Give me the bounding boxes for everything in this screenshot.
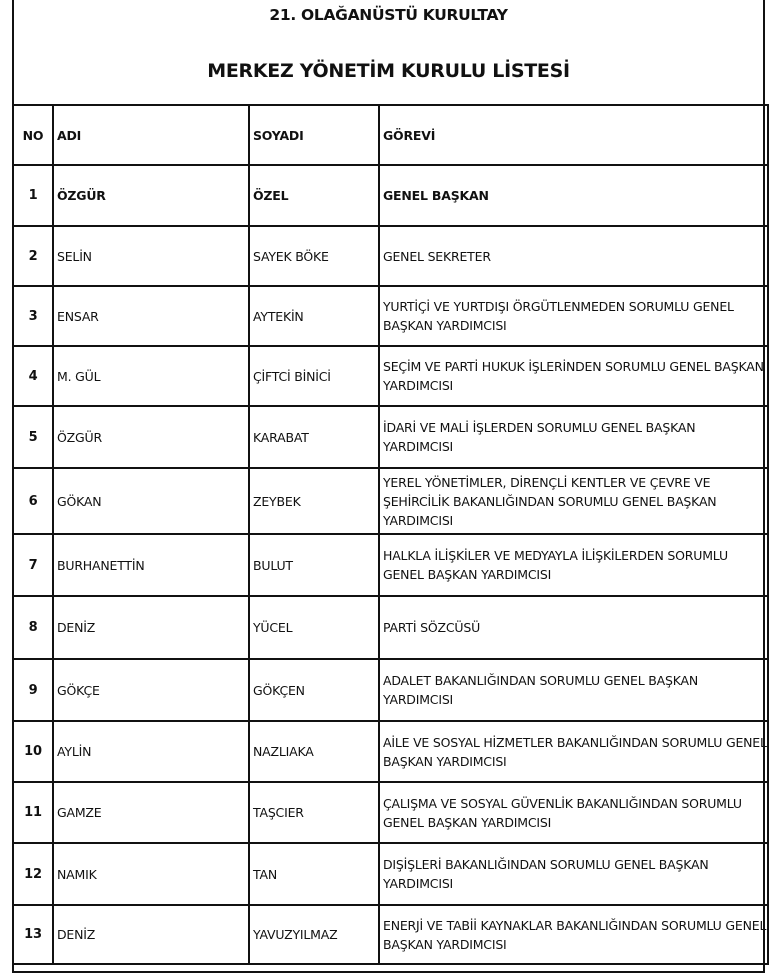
cell-soyadi: ZEYBEK — [249, 468, 379, 534]
cell-gorevi: ÇALIŞMA VE SOSYAL GÜVENLİK BAKANLIĞINDAN SORUMLU GENEL BAŞKAN YARDIMCISI — [379, 782, 768, 843]
cell-no: 7 — [13, 534, 53, 596]
table-header-row — [13, 105, 768, 165]
board-members-table — [12, 104, 769, 965]
cell-soyadi: YAVUZYILMAZ — [249, 905, 379, 964]
cell-gorevi: GENEL BAŞKAN — [379, 165, 768, 226]
cell-adi: ÖZGÜR — [53, 406, 249, 468]
cell-gorevi: SEÇİM VE PARTİ HUKUK İŞLERİNDEN SORUMLU GENEL BAŞKAN YARDIMCISI — [379, 346, 768, 406]
table-row — [13, 721, 768, 782]
table-row — [13, 468, 768, 534]
header-soyadi: SOYADI — [249, 105, 379, 165]
cell-no: 1 — [13, 165, 53, 226]
cell-adi: GÖKAN — [53, 468, 249, 534]
cell-adi: ÖZGÜR — [53, 165, 249, 226]
cell-no: 6 — [13, 468, 53, 534]
header-no: NO — [13, 105, 53, 165]
title-block — [14, 0, 763, 105]
cell-no: 13 — [13, 905, 53, 964]
cell-adi: BURHANETTİN — [53, 534, 249, 596]
cell-soyadi: NAZLIAKA — [249, 721, 379, 782]
cell-soyadi: ÇİFTCİ BİNİCİ — [249, 346, 379, 406]
cell-no: 9 — [13, 659, 53, 721]
table-row — [13, 534, 768, 596]
header-gorevi: GÖREVİ — [379, 105, 768, 165]
cell-adi: AYLİN — [53, 721, 249, 782]
cell-adi: SELİN — [53, 226, 249, 286]
cell-no: 12 — [13, 843, 53, 905]
cell-adi: M. GÜL — [53, 346, 249, 406]
cell-adi: ENSAR — [53, 286, 249, 346]
cell-no: 4 — [13, 346, 53, 406]
cell-no: 2 — [13, 226, 53, 286]
cell-gorevi: YURTİÇİ VE YURTDIŞI ÖRGÜTLENMEDEN SORUMLU GENEL BAŞKAN YARDIMCISI — [379, 286, 768, 346]
table-row — [13, 905, 768, 964]
cell-soyadi: TAŞCIER — [249, 782, 379, 843]
table-row — [13, 659, 768, 721]
table-row — [13, 596, 768, 659]
table-row — [13, 226, 768, 286]
table-row — [13, 406, 768, 468]
cell-no: 8 — [13, 596, 53, 659]
cell-soyadi: KARABAT — [249, 406, 379, 468]
cell-no: 3 — [13, 286, 53, 346]
cell-no: 5 — [13, 406, 53, 468]
cell-gorevi: GENEL SEKRETER — [379, 226, 768, 286]
cell-no: 10 — [13, 721, 53, 782]
table-body — [13, 165, 768, 964]
header-adi: ADI — [53, 105, 249, 165]
document-subtitle: MERKEZ YÖNETİM KURULU LİSTESİ — [207, 60, 570, 82]
cell-adi: NAMIK — [53, 843, 249, 905]
cell-gorevi: ADALET BAKANLIĞINDAN SORUMLU GENEL BAŞKAN YARDIMCISI — [379, 659, 768, 721]
table-row — [13, 165, 768, 226]
cell-gorevi: AİLE VE SOSYAL HİZMETLER BAKANLIĞINDAN SORUMLU GENEL BAŞKAN YARDIMCISI — [379, 721, 768, 782]
cell-soyadi: TAN — [249, 843, 379, 905]
table-row — [13, 346, 768, 406]
cell-soyadi: SAYEK BÖKE — [249, 226, 379, 286]
cell-adi: GÖKÇE — [53, 659, 249, 721]
cell-gorevi: YEREL YÖNETİMLER, DİRENÇLİ KENTLER VE ÇEVRE VE ŞEHİRCİLİK BAKANLIĞINDAN SORUMLU GENEL BAŞKAN YARDIMCISI — [379, 468, 768, 534]
document-sheet — [12, 0, 765, 973]
cell-gorevi: İDARİ VE MALİ İŞLERDEN SORUMLU GENEL BAŞKAN YARDIMCISI — [379, 406, 768, 468]
cell-soyadi: YÜCEL — [249, 596, 379, 659]
table-row — [13, 286, 768, 346]
cell-gorevi: ENERJİ VE TABİİ KAYNAKLAR BAKANLIĞINDAN SORUMLU GENEL BAŞKAN YARDIMCISI — [379, 905, 768, 964]
cell-adi: GAMZE — [53, 782, 249, 843]
cell-soyadi: GÖKÇEN — [249, 659, 379, 721]
table-row — [13, 843, 768, 905]
cell-adi: DENİZ — [53, 905, 249, 964]
cell-soyadi: AYTEKİN — [249, 286, 379, 346]
document-title: 21. OLAĞANÜSTÜ KURULTAY — [269, 6, 508, 24]
cell-adi: DENİZ — [53, 596, 249, 659]
cell-gorevi: PARTİ SÖZCÜSÜ — [379, 596, 768, 659]
table-row — [13, 782, 768, 843]
cell-no: 11 — [13, 782, 53, 843]
cell-gorevi: DIŞİŞLERİ BAKANLIĞINDAN SORUMLU GENEL BAŞKAN YARDIMCISI — [379, 843, 768, 905]
cell-soyadi: BULUT — [249, 534, 379, 596]
cell-gorevi: HALKLA İLİŞKİLER VE MEDYAYLA İLİŞKİLERDEN SORUMLU GENEL BAŞKAN YARDIMCISI — [379, 534, 768, 596]
cell-soyadi: ÖZEL — [249, 165, 379, 226]
